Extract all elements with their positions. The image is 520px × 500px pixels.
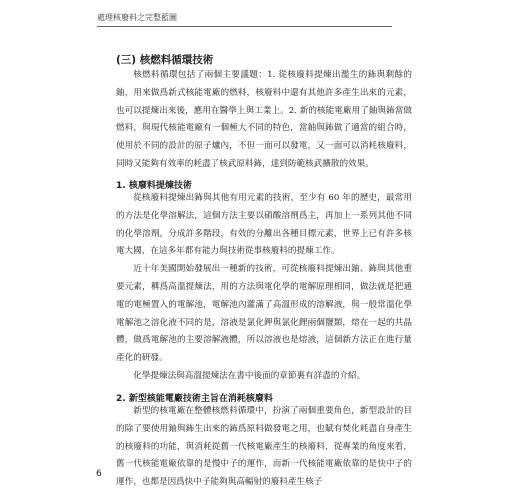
subsection-1-paragraph-2: 近十年美國開始發展出一種新的技術，可從核廢料提煉出鈾、鈽與其他重要元素，稱爲高溫提煉法，用的方法與電化學的電解原理相同，做法就是把通電的電極置入的電解池，電解池內灌滿了高溫形成的溶解液，與一般常溫化學電解池之溶化液不同的是，溶液是氯化鉀與氯化鋰兩個鹽類，熔在一起的共晶體，做爲電解池的主要溶解液體，所以溶液也是熔液，這個新方法正在進行量產化的研發。: [116, 264, 412, 364]
header-rule: [97, 26, 392, 27]
subsection-2-paragraph-1: 新型的核電廠在整體核燃料循環中，扮演了兩個重要角色，新型設計的目的除了要使用鈾與鈽生出來的鈽爲原料做發電之用，也賦有焚化耗盡自身產生的核廢料的功能，與消耗從舊一代核電廠產生的核廢料，從專業的角度來看，舊一代核能電廠依靠的是慢中子的運作，而新一代核能電廠依靠的是快中子的運作，也都是因爲快中子能夠與高輻射的廢料產生核子: [116, 406, 412, 488]
header-title: 處理核廢料之完整藍圖: [97, 13, 177, 22]
section-intro-paragraph: 核燃料循環包括了兩個主要議題：1. 從核廢料提煉出濫生的鈽與剩餘的鈾，用來做爲新式核能電廠的燃料，核廢料中還有其他許多產生出來的元素，也可以提煉出來後，應用在醫學上與工業上。2. 新的核能電廠用了鈾與鈽當做燃料，與現代核能電廠有一個極大不同的特色，當鈾與鈽做了適當的組合時，使用於不同的設計的原子爐內，不但一面可以發電，又一面可以消耗核廢料，同時又能夠有效率的耗盡了核武原料鈽，達到防範核武擴散的效果。: [116, 70, 412, 169]
section-intro-block: [116, 67, 412, 174]
subsection-1-block: [116, 190, 412, 386]
subsection-2-block: [116, 403, 412, 492]
subsection-1-heading: 1. 核廢料提煉技術: [116, 181, 192, 191]
subsection-1-paragraph-1: 從核廢料提煉出鈽與其他有用元素的技術，至少有 60 年的歷史，最常用的方法是化學溶解法，這個方法主要以硝酸溶劑爲主，再加上一系列其他不同的化學溶劑，分成許多階段，有效的分離出各種目標元素，世界上已有許多核電大國，在這多年都有能力與技術從事核廢料的提煉工作。: [116, 193, 412, 257]
section-heading: (三) 核燃料循環技術: [116, 54, 214, 66]
page-number: 6: [96, 469, 102, 479]
running-header: [97, 10, 392, 28]
subsection-1-paragraph-3: 化學提煉法與高溫提煉法在書中後面的章節裏有詳盡的介紹。: [133, 370, 366, 381]
subsection-2-heading: 2. 新型核能電廠技術主旨在消耗核廢料: [116, 394, 273, 404]
